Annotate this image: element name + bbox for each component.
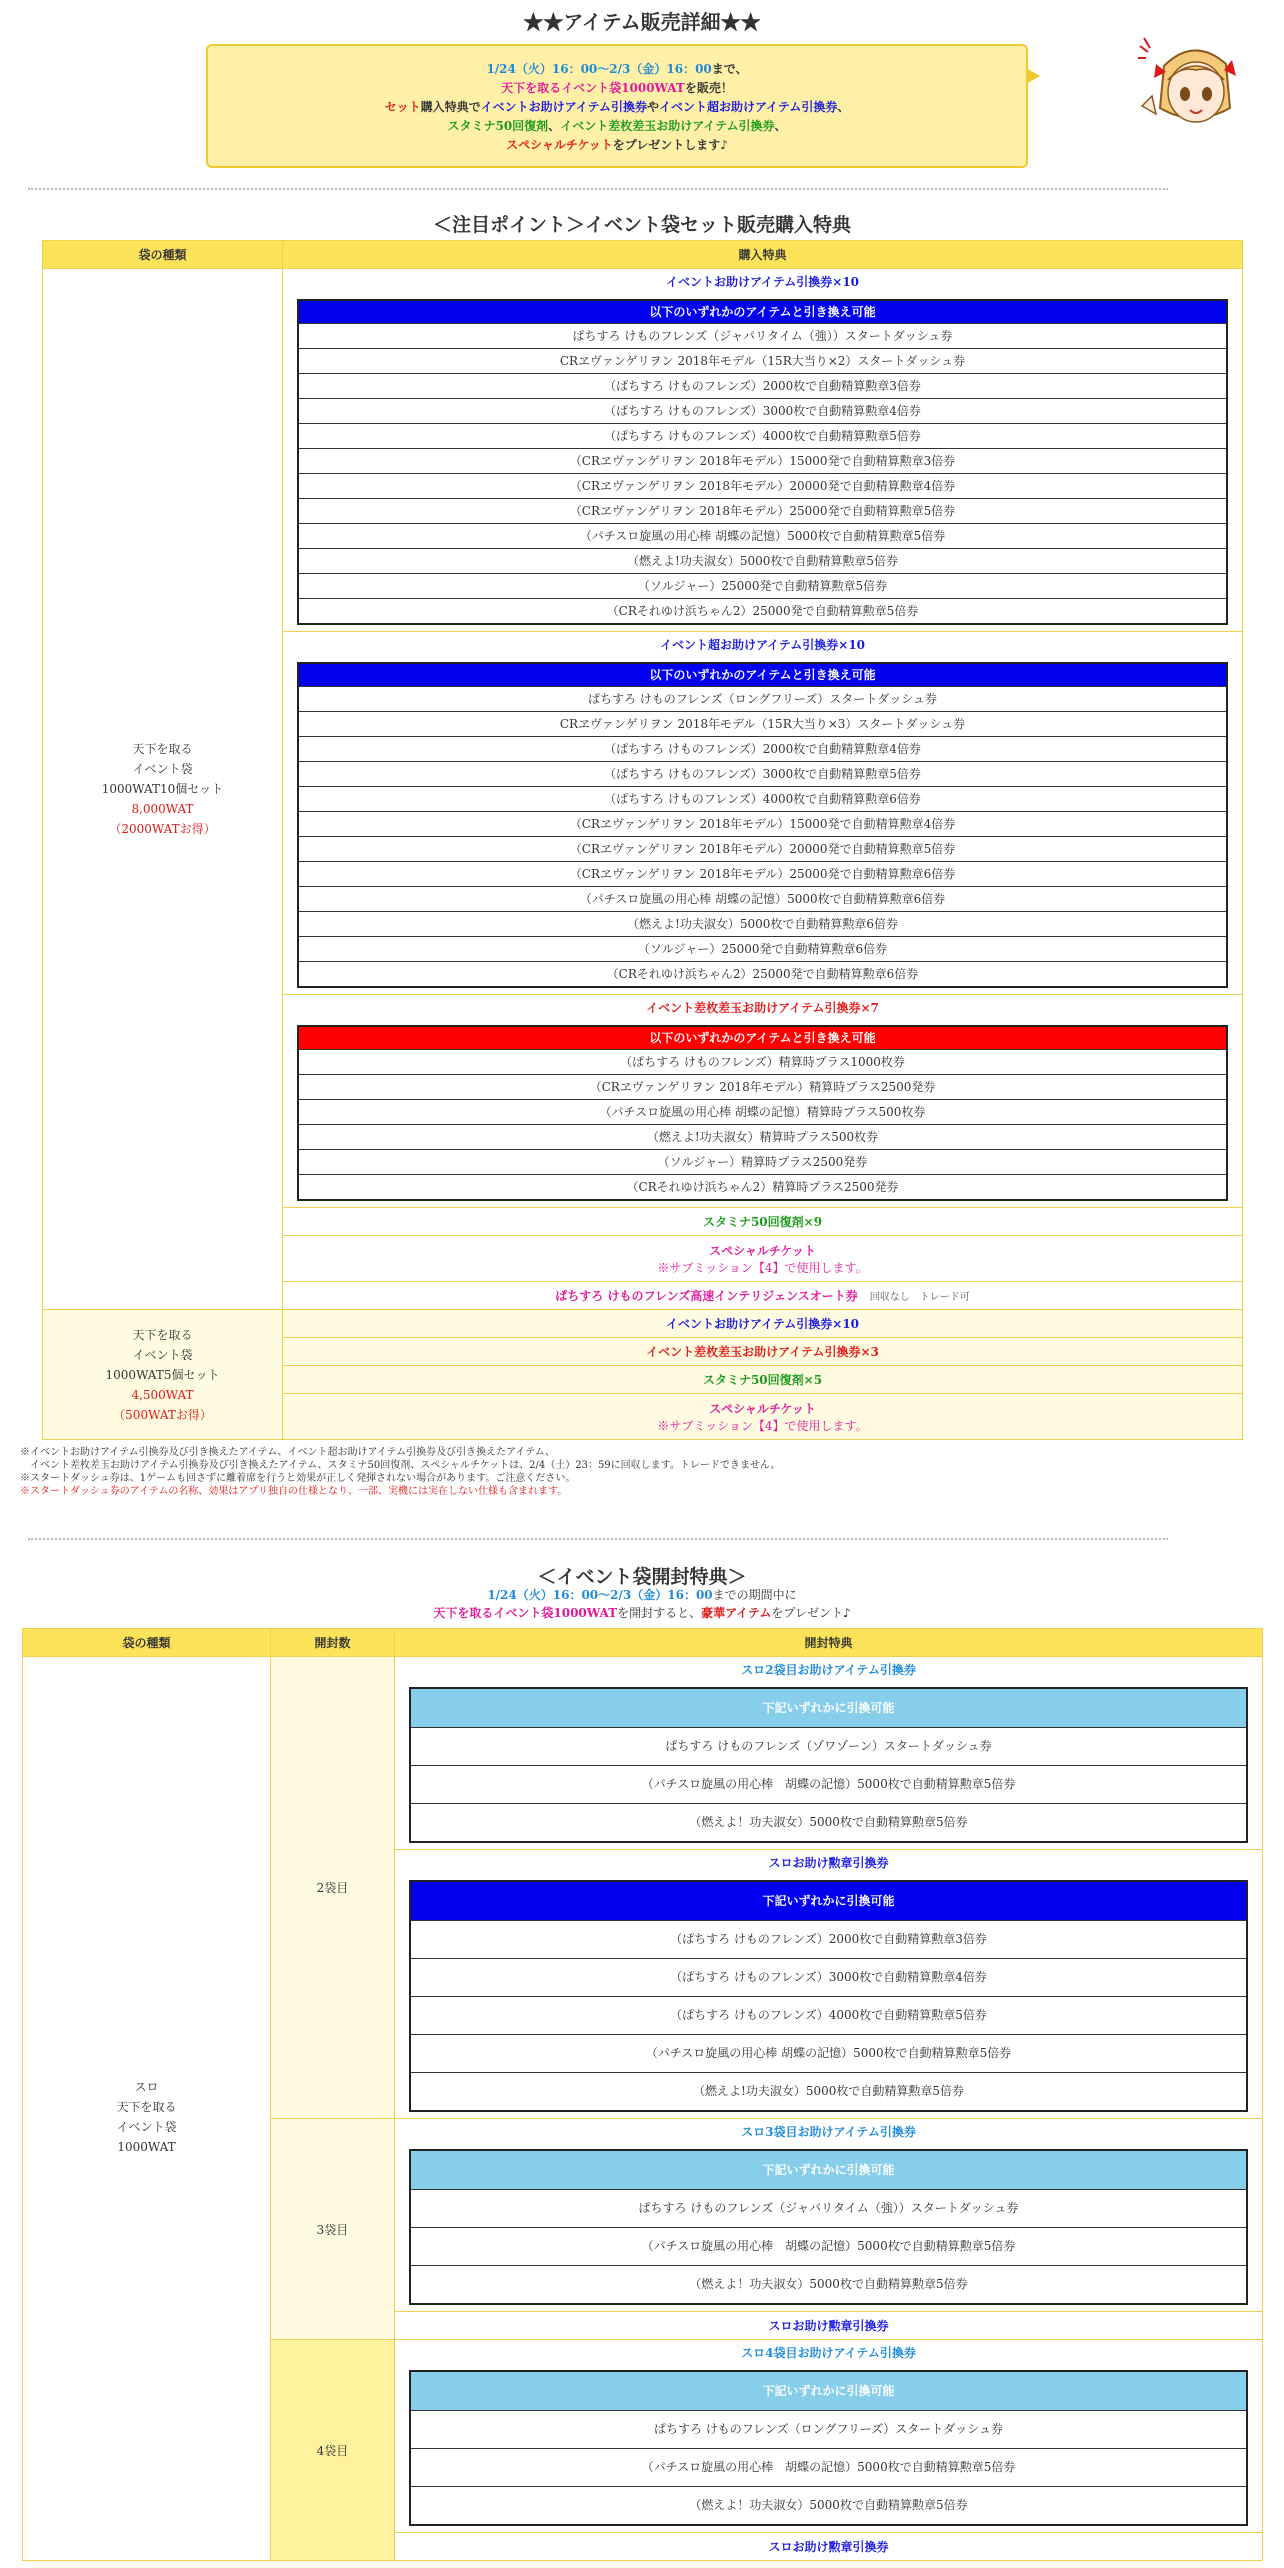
col-open-count: 開封数: [271, 1629, 395, 1657]
open-row2-group2: スロお助け勲章引換券 下記いずれかに引換可能 （ぱちすろ けものフレンズ）2000枚で自動精算勲章3倍券 （ぱちすろ けものフレンズ）3000枚で自動精算勲章4倍券 （ぱちすろ けものフレンズ）4000枚で自動精算勲章5倍券 （パチスロ旋風の用心棒 胡蝶の記憶）5000枚で自動精算勲章5倍券 （燃えよ!功夫淑女）5000枚で自動精算勲章5倍券: [395, 1850, 1263, 2119]
divider: [28, 188, 1168, 190]
set10-saving: （2000WATお得）: [109, 822, 216, 836]
set10-group3: イベント差枚差玉お助けアイテム引換券×7 以下のいずれかのアイテムと引き換え可能 （ぱちすろ けものフレンズ）精算時プラス1000枚券 （CRヱヴァンゲリヲン 2018年モデル）精算時プラス2500発券 （パチスロ旋風の用心棒 胡蝶の記憶）精算時プラス500枚券 （燃えよ!功夫淑女）精算時プラス500枚券 （ソルジャー）精算時プラス2500発券 （CRそれゆけ浜ちゃん2）精算時プラス2500発券: [283, 995, 1243, 1208]
open-row2-group1: スロ2袋目お助けアイテム引換券 下記いずれかに引換可能 ぱちすろ けものフレンズ（ゾワゾーン）スタートダッシュ券 （パチスロ旋風の用心棒 胡蝶の記憶）5000枚で自動精算勲章5倍券 （燃えよ！功夫淑女）5000枚で自動精算勲章5倍券: [395, 1657, 1263, 1850]
set5-saving: （500WATお得）: [113, 1407, 212, 1422]
mascot-illustration: [1134, 36, 1254, 146]
set10-special: スペシャルチケット ※サブミッション【4】で使用します。: [283, 1236, 1243, 1282]
list-item: （燃えよ!功夫淑女）5000枚で自動精算勲章5倍券: [411, 2072, 1246, 2110]
open-section-title: ＜イベント袋開封特典＞: [537, 1566, 747, 1588]
set5-bag-cell: 天下を取る イベント袋 1000WAT5個セット 4,500WAT （500WATお得）: [43, 1310, 283, 1440]
list-item: （CRヱヴァンゲリヲン 2018年モデル）25000発で自動精算勲章6倍券: [299, 861, 1226, 886]
set10-price: 8,000WAT: [131, 802, 194, 816]
open-row4-list1: 下記いずれかに引換可能 ぱちすろ けものフレンズ（ロングフリーズ）スタートダッシュ券 （パチスロ旋風の用心棒 胡蝶の記憶）5000枚で自動精算勲章5倍券 （燃えよ！功夫淑女）5000枚で自動精算勲章5倍券: [409, 2370, 1248, 2526]
set10-auto-ticket: ぱちすろ けものフレンズ高速インテリジェンスオート券 回収なし トレード可: [283, 1282, 1243, 1310]
open-bag-cell: スロ 天下を取る イベント袋 1000WAT: [23, 1657, 271, 2561]
set10-bag-cell: 天下を取る イベント袋 1000WAT10個セット 8,000WAT （2000WATお得）: [43, 269, 283, 1310]
list-item: （ソルジャー）25000発で自動精算勲章5倍券: [299, 573, 1226, 598]
list-item: （パチスロ旋風の用心棒 胡蝶の記憶）5000枚で自動精算勲章5倍券: [411, 2448, 1246, 2486]
list-item: （CRそれゆけ浜ちゃん2）25000発で自動精算勲章5倍券: [299, 598, 1226, 623]
list-item: CRヱヴァンゲリヲン 2018年モデル（15R大当り×3）スタートダッシュ券: [299, 711, 1226, 736]
list-item: （ぱちすろ けものフレンズ）4000枚で自動精算勲章5倍券: [299, 423, 1226, 448]
list-item: （ぱちすろ けものフレンズ）3000枚で自動精算勲章4倍券: [299, 398, 1226, 423]
page-title: ★★アイテム販売詳細★★: [523, 10, 761, 34]
set10-group3-list: 以下のいずれかのアイテムと引き換え可能 （ぱちすろ けものフレンズ）精算時プラス1000枚券 （CRヱヴァンゲリヲン 2018年モデル）精算時プラス2500発券 （パチスロ旋風の用心棒 胡蝶の記憶）精算時プラス500枚券 （燃えよ!功夫淑女）精算時プラス500枚券 （ソルジャー）精算時プラス2500発券 （CRそれゆけ浜ちゃん2）精算時プラス2500発券: [297, 1025, 1228, 1201]
list-item: ぱちすろ けものフレンズ（ジャパリタイム（強））スタートダッシュ券: [299, 323, 1226, 348]
list-item: （パチスロ旋風の用心棒 胡蝶の記憶）5000枚で自動精算勲章5倍券: [411, 1765, 1246, 1803]
list-item: （ぱちすろ けものフレンズ）3000枚で自動精算勲章5倍券: [299, 761, 1226, 786]
list-item: （CRヱヴァンゲリヲン 2018年モデル）精算時プラス2500発券: [299, 1074, 1226, 1099]
set5-bonus3: スタミナ50回復剤×5: [283, 1366, 1243, 1394]
open-count-2: 2袋目: [271, 1657, 395, 2119]
list-item: （パチスロ旋風の用心棒 胡蝶の記憶）5000枚で自動精算勲章5倍券: [411, 2227, 1246, 2265]
col-open-bonus: 開封特典: [395, 1629, 1263, 1657]
set-bonus-table: [42, 240, 1243, 1440]
set10-group1-list: 以下のいずれかのアイテムと引き換え可能 ぱちすろ けものフレンズ（ジャパリタイム（強））スタートダッシュ券 CRヱヴァンゲリヲン 2018年モデル（15R大当り×2）スタートダッシュ券 （ぱちすろ けものフレンズ）2000枚で自動精算勲章3倍券 （ぱちすろ けものフレンズ）3000枚で自動精算勲章4倍券 （ぱちすろ けものフレンズ）4000枚で自動精算勲章5倍券 （CRヱヴァンゲリヲン 2018年モデル）15000発で自動精算勲章3倍券 （CRヱヴァンゲリヲン 2018年モデル）20000発で自動精算勲章4倍券 （CRヱヴァンゲリヲン 2018年モデル）25000発で自動精算勲章5倍券 （パチスロ旋風の用心棒 胡蝶の記憶）5000枚で自動精算勲章5倍券 （燃えよ!功夫淑女）5000枚で自動精算勲章5倍券 （ソルジャー）25000発で自動精算勲章5倍券 （CRそれゆけ浜ちゃん2）25000発で自動精算勲章5倍券: [297, 299, 1228, 625]
open-bonus-table: [22, 1628, 1263, 2561]
notes: ※イベントお助けアイテム引換券及び引き換えたアイテム、イベント超お助けアイテム引換券及び引き換えたアイテム、 イベント差枚差玉お助けアイテム引換券及び引き換えたアイテム、スタミナ50回復剤、スペシャルチケットは、2/4（土）23：59に回収します。トレードできません。 ※スタートダッシュ券は、1ゲームも回さずに離着席を行うと効果が正しく発揮されない場合があります。ご注意ください。 ※スタートダッシュ券のアイテムの名称、効果はアプリ独自の仕様となり、一部、実機には実在しない仕様も含まれます。: [20, 1447, 781, 1497]
list-item: （ソルジャー）精算時プラス2500発券: [299, 1149, 1226, 1174]
list-item: （CRヱヴァンゲリヲン 2018年モデル）20000発で自動精算勲章4倍券: [299, 473, 1226, 498]
list-item: （燃えよ！功夫淑女）5000枚で自動精算勲章5倍券: [411, 2486, 1246, 2524]
list-item: （燃えよ!功夫淑女）精算時プラス500枚券: [299, 1124, 1226, 1149]
intro-period: 1/24（火）16：00～2/3（金）16：00: [486, 62, 712, 76]
list-item: ぱちすろ けものフレンズ（ロングフリーズ）スタートダッシュ券: [411, 2410, 1246, 2448]
set5-bonus1: イベントお助けアイテム引換券×10: [283, 1310, 1243, 1338]
set5-bonus4: スペシャルチケット ※サブミッション【4】で使用します。: [283, 1394, 1243, 1440]
set10-group2: イベント超お助けアイテム引換券×10 以下のいずれかのアイテムと引き換え可能 ぱちすろ けものフレンズ（ロングフリーズ）スタートダッシュ券 CRヱヴァンゲリヲン 2018年モデル（15R大当り×3）スタートダッシュ券 （ぱちすろ けものフレンズ）2000枚で自動精算勲章4倍券 （ぱちすろ けものフレンズ）3000枚で自動精算勲章5倍券 （ぱちすろ けものフレンズ）4000枚で自動精算勲章6倍券 （CRヱヴァンゲリヲン 2018年モデル）15000発で自動精算勲章4倍券 （CRヱヴァンゲリヲン 2018年モデル）20000発で自動精算勲章5倍券 （CRヱヴァンゲリヲン 2018年モデル）25000発で自動精算勲章6倍券 （パチスロ旋風の用心棒 胡蝶の記憶）5000枚で自動精算勲章6倍券 （燃えよ!功夫淑女）5000枚で自動精算勲章6倍券 （ソルジャー）25000発で自動精算勲章6倍券 （CRそれゆけ浜ちゃん2）25000発で自動精算勲章6倍券: [283, 632, 1243, 995]
set10-stamina: スタミナ50回復剤×9: [283, 1208, 1243, 1236]
list-item: （CRそれゆけ浜ちゃん2）精算時プラス2500発券: [299, 1174, 1226, 1199]
list-item: （ぱちすろ けものフレンズ）2000枚で自動精算勲章3倍券: [299, 373, 1226, 398]
col-bag-type: 袋の種類: [23, 1629, 271, 1657]
divider: [28, 1538, 1168, 1540]
list-item: （CRヱヴァンゲリヲン 2018年モデル）25000発で自動精算勲章5倍券: [299, 498, 1226, 523]
list-item: （CRヱヴァンゲリヲン 2018年モデル）15000発で自動精算勲章4倍券: [299, 811, 1226, 836]
open-row4-group1: スロ4袋目お助けアイテム引換券 下記いずれかに引換可能 ぱちすろ けものフレンズ（ロングフリーズ）スタートダッシュ券 （パチスロ旋風の用心棒 胡蝶の記憶）5000枚で自動精算勲章5倍券 （燃えよ！功夫淑女）5000枚で自動精算勲章5倍券: [395, 2340, 1263, 2533]
list-item: （ぱちすろ けものフレンズ）3000枚で自動精算勲章4倍券: [411, 1958, 1246, 1996]
open-row3-list1: 下記いずれかに引換可能 ぱちすろ けものフレンズ（ジャパリタイム（強））スタートダッシュ券 （パチスロ旋風の用心棒 胡蝶の記憶）5000枚で自動精算勲章5倍券 （燃えよ！功夫淑女）5000枚で自動精算勲章5倍券: [409, 2149, 1248, 2305]
set-section-title: ＜注目ポイント＞イベント袋セット販売購入特典: [432, 214, 851, 236]
col-bag-type: 袋の種類: [43, 241, 283, 269]
list-item: （ぱちすろ けものフレンズ）2000枚で自動精算勲章4倍券: [299, 736, 1226, 761]
list-item: ぱちすろ けものフレンズ（ジャパリタイム（強））スタートダッシュ券: [411, 2189, 1246, 2227]
list-item: （ぱちすろ けものフレンズ）4000枚で自動精算勲章6倍券: [299, 786, 1226, 811]
open-row3-group2: スロお助け勲章引換券: [395, 2312, 1263, 2340]
col-bonus: 購入特典: [283, 241, 1243, 269]
list-item: （パチスロ旋風の用心棒 胡蝶の記憶）5000枚で自動精算勲章5倍券: [411, 2034, 1246, 2072]
intro-bubble: 1/24（火）16：00～2/3（金）16：00まで、 天下を取るイベント袋1000WATを販売！ セット購入特典でイベントお助けアイテム引換券やイベント超お助けアイテム引換券、 スタミナ50回復剤、イベント差枚差玉お助けアイテム引換券、 スペシャルチケットをプレゼントします♪: [206, 44, 1028, 168]
open-count-4: 4袋目: [271, 2340, 395, 2561]
open-count-3: 3袋目: [271, 2119, 395, 2340]
open-period: 1/24（火）16：00～2/3（金）16：00までの期間中に: [487, 1588, 797, 1602]
list-item: （CRヱヴァンゲリヲン 2018年モデル）15000発で自動精算勲章3倍券: [299, 448, 1226, 473]
list-item: （ソルジャー）25000発で自動精算勲章6倍券: [299, 936, 1226, 961]
set10-group1: イベントお助けアイテム引換券×10 以下のいずれかのアイテムと引き換え可能 ぱちすろ けものフレンズ（ジャパリタイム（強））スタートダッシュ券 CRヱヴァンゲリヲン 2018年モデル（15R大当り×2）スタートダッシュ券 （ぱちすろ けものフレンズ）2000枚で自動精算勲章3倍券 （ぱちすろ けものフレンズ）3000枚で自動精算勲章4倍券 （ぱちすろ けものフレンズ）4000枚で自動精算勲章5倍券 （CRヱヴァンゲリヲン 2018年モデル）15000発で自動精算勲章3倍券 （CRヱヴァンゲリヲン 2018年モデル）20000発で自動精算勲章4倍券 （CRヱヴァンゲリヲン 2018年モデル）25000発で自動精算勲章5倍券 （パチスロ旋風の用心棒 胡蝶の記憶）5000枚で自動精算勲章5倍券 （燃えよ!功夫淑女）5000枚で自動精算勲章5倍券 （ソルジャー）25000発で自動精算勲章5倍券 （CRそれゆけ浜ちゃん2）25000発で自動精算勲章5倍券: [283, 269, 1243, 632]
open-row2-list1: 下記いずれかに引換可能 ぱちすろ けものフレンズ（ゾワゾーン）スタートダッシュ券 （パチスロ旋風の用心棒 胡蝶の記憶）5000枚で自動精算勲章5倍券 （燃えよ！功夫淑女）5000枚で自動精算勲章5倍券: [409, 1687, 1248, 1843]
list-item: （ぱちすろ けものフレンズ）精算時プラス1000枚券: [299, 1049, 1226, 1074]
set5-bonus2: イベント差枚差玉お助けアイテム引換券×3: [283, 1338, 1243, 1366]
set5-price: 4,500WAT: [131, 1387, 194, 1402]
list-item: （ぱちすろ けものフレンズ）2000枚で自動精算勲章3倍券: [411, 1920, 1246, 1958]
list-item: （CRヱヴァンゲリヲン 2018年モデル）20000発で自動精算勲章5倍券: [299, 836, 1226, 861]
list-item: ぱちすろ けものフレンズ（ロングフリーズ）スタートダッシュ券: [299, 686, 1226, 711]
list-item: （燃えよ!功夫淑女）5000枚で自動精算勲章5倍券: [299, 548, 1226, 573]
list-item: （CRそれゆけ浜ちゃん2）25000発で自動精算勲章6倍券: [299, 961, 1226, 986]
list-item: （燃えよ！功夫淑女）5000枚で自動精算勲章5倍券: [411, 1803, 1246, 1841]
list-item: （燃えよ!功夫淑女）5000枚で自動精算勲章6倍券: [299, 911, 1226, 936]
list-item: （ぱちすろ けものフレンズ）4000枚で自動精算勲章5倍券: [411, 1996, 1246, 2034]
open-row3-group1: スロ3袋目お助けアイテム引換券 下記いずれかに引換可能 ぱちすろ けものフレンズ（ジャパリタイム（強））スタートダッシュ券 （パチスロ旋風の用心棒 胡蝶の記憶）5000枚で自動精算勲章5倍券 （燃えよ！功夫淑女）5000枚で自動精算勲章5倍券: [395, 2119, 1263, 2312]
list-item: ぱちすろ けものフレンズ（ゾワゾーン）スタートダッシュ券: [411, 1727, 1246, 1765]
list-item: CRヱヴァンゲリヲン 2018年モデル（15R大当り×2）スタートダッシュ券: [299, 348, 1226, 373]
open-row4-group2: スロお助け勲章引換券: [395, 2533, 1263, 2561]
list-item: （パチスロ旋風の用心棒 胡蝶の記憶）5000枚で自動精算勲章5倍券: [299, 523, 1226, 548]
list-item: （パチスロ旋風の用心棒 胡蝶の記憶）精算時プラス500枚券: [299, 1099, 1226, 1124]
list-item: （パチスロ旋風の用心棒 胡蝶の記憶）5000枚で自動精算勲章6倍券: [299, 886, 1226, 911]
set10-group2-list: 以下のいずれかのアイテムと引き換え可能 ぱちすろ けものフレンズ（ロングフリーズ）スタートダッシュ券 CRヱヴァンゲリヲン 2018年モデル（15R大当り×3）スタートダッシュ券 （ぱちすろ けものフレンズ）2000枚で自動精算勲章4倍券 （ぱちすろ けものフレンズ）3000枚で自動精算勲章5倍券 （ぱちすろ けものフレンズ）4000枚で自動精算勲章6倍券 （CRヱヴァンゲリヲン 2018年モデル）15000発で自動精算勲章4倍券 （CRヱヴァンゲリヲン 2018年モデル）20000発で自動精算勲章5倍券 （CRヱヴァンゲリヲン 2018年モデル）25000発で自動精算勲章6倍券 （パチスロ旋風の用心棒 胡蝶の記憶）5000枚で自動精算勲章6倍券 （燃えよ!功夫淑女）5000枚で自動精算勲章6倍券 （ソルジャー）25000発で自動精算勲章6倍券 （CRそれゆけ浜ちゃん2）25000発で自動精算勲章6倍券: [297, 662, 1228, 988]
open-row2-list2: 下記いずれかに引換可能 （ぱちすろ けものフレンズ）2000枚で自動精算勲章3倍券 （ぱちすろ けものフレンズ）3000枚で自動精算勲章4倍券 （ぱちすろ けものフレンズ）4000枚で自動精算勲章5倍券 （パチスロ旋風の用心棒 胡蝶の記憶）5000枚で自動精算勲章5倍券 （燃えよ!功夫淑女）5000枚で自動精算勲章5倍券: [409, 1880, 1248, 2112]
open-intro: 天下を取るイベント袋1000WATを開封すると、豪華アイテムをプレゼント♪: [433, 1606, 851, 1620]
list-item: （燃えよ！功夫淑女）5000枚で自動精算勲章5倍券: [411, 2265, 1246, 2303]
